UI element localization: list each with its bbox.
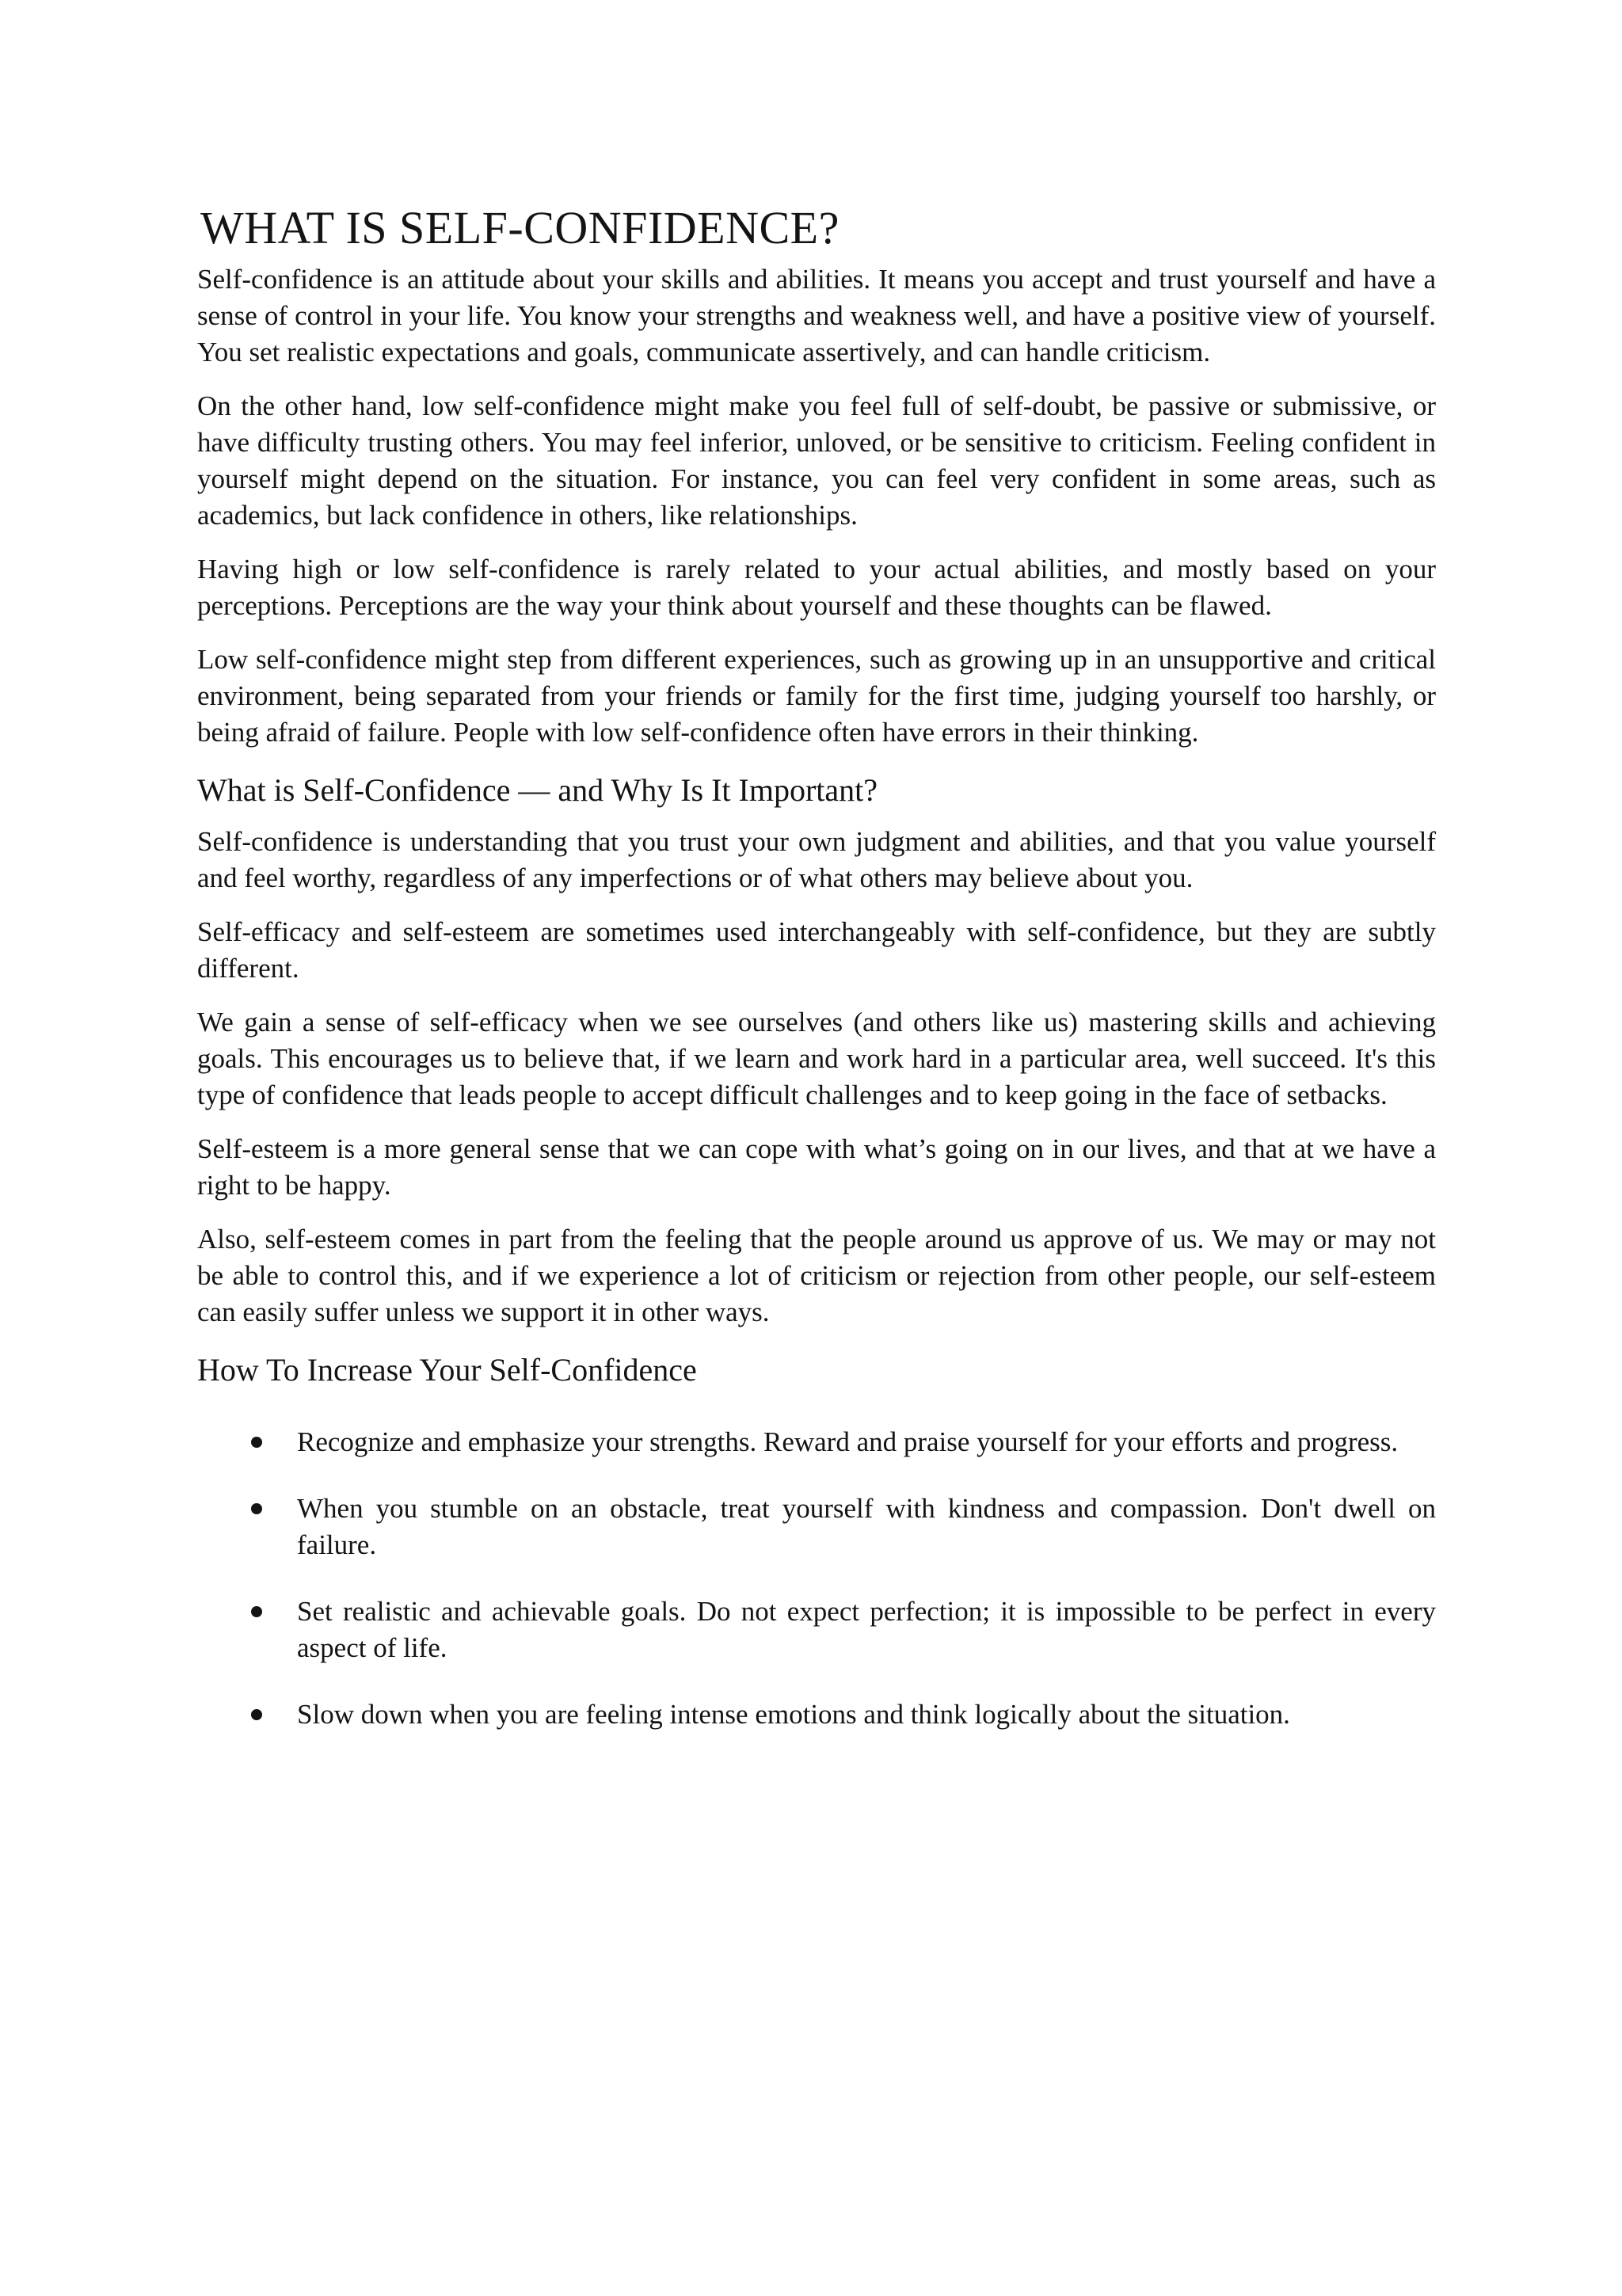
importance-paragraph-2: Self-efficacy and self-esteem are sometimes used interchangeably with self-confidence, but they are subtly different. bbox=[197, 916, 1436, 984]
tips-list bbox=[197, 1424, 1436, 1733]
list-item-text: Slow down when you are feeling intense emotions and think logically about the situation. bbox=[297, 1699, 1290, 1730]
list-item-text: When you stumble on an obstacle, treat yourself with kindness and compassion. Don't dwell on failure. bbox=[297, 1493, 1436, 1560]
intro-paragraph-1: Self-confidence is an attitude about your skills and abilities. It means you accept and trust yourself and have a sense of control in your life. You know your strengths and weakness well, and have a positive view of yourself. You set realistic expectations and goals, communicate assertively, and can handle criticism. bbox=[197, 264, 1436, 367]
intro-paragraph-3: Having high or low self-confidence is rarely related to your actual abilities, and mostly based on your perceptions. Perceptions are the way your think about yourself and these thoughts can be flawed. bbox=[197, 554, 1436, 621]
importance-paragraph-1: Self-confidence is understanding that you trust your own judgment and abilities, and that you value yourself and feel worthy, regardless of any imperfections or of what others may believe about you. bbox=[197, 826, 1436, 893]
section-heading-increase: How To Increase Your Self-Confidence bbox=[197, 1352, 697, 1388]
list-item-text: Recognize and emphasize your strengths. Reward and praise yourself for your efforts and progress. bbox=[297, 1426, 1399, 1457]
bullet-icon bbox=[251, 1709, 262, 1720]
document-content bbox=[197, 200, 1436, 1763]
list-item-text: Set realistic and achievable goals. Do not expect perfection; it is impossible to be perfect in every aspect of life. bbox=[297, 1596, 1436, 1663]
bullet-icon bbox=[251, 1503, 262, 1514]
list-item bbox=[197, 1593, 1436, 1666]
list-item bbox=[197, 1491, 1436, 1563]
importance-paragraph-4: Self-esteem is a more general sense that we can cope with what’s going on in our lives, and that at we have a right to be happy. bbox=[197, 1133, 1436, 1201]
intro-paragraph-4: Low self-confidence might step from different experiences, such as growing up in an unsupportive and critical environment, being separated from your friends or family for the first time, judging yourself too harshly, or being afraid of failure. People with low self-confidence often have errors in their thinking. bbox=[197, 644, 1436, 748]
section-heading-importance: What is Self-Confidence — and Why Is It Important? bbox=[197, 772, 878, 808]
list-item bbox=[197, 1696, 1436, 1733]
bullet-icon bbox=[251, 1437, 262, 1448]
importance-paragraph-5: Also, self-esteem comes in part from the feeling that the people around us approve of us. We may or may not be able to control this, and if we experience a lot of criticism or rejection from other people, our self-esteem can easily suffer unless we support it in other ways. bbox=[197, 1224, 1436, 1327]
bullet-icon bbox=[251, 1606, 262, 1617]
importance-paragraph-3: We gain a sense of self-efficacy when we see ourselves (and others like us) mastering skills and achieving goals. This encourages us to believe that, if we learn and work hard in a particular area, well succeed. It's this type of confidence that leads people to accept difficult challenges and to keep going in the face of setbacks. bbox=[197, 1007, 1436, 1110]
list-item bbox=[197, 1424, 1436, 1460]
page-title: WHAT IS SELF-CONFIDENCE? bbox=[200, 202, 840, 253]
intro-paragraph-2: On the other hand, low self-confidence might make you feel full of self-doubt, be passive or submissive, or have difficulty trusting others. You may feel inferior, unloved, or be sensitive to criticism. Feeling confident in yourself might depend on the situation. For instance, you can feel very confident in some areas, such as academics, but lack confidence in others, like relationships. bbox=[197, 390, 1436, 531]
